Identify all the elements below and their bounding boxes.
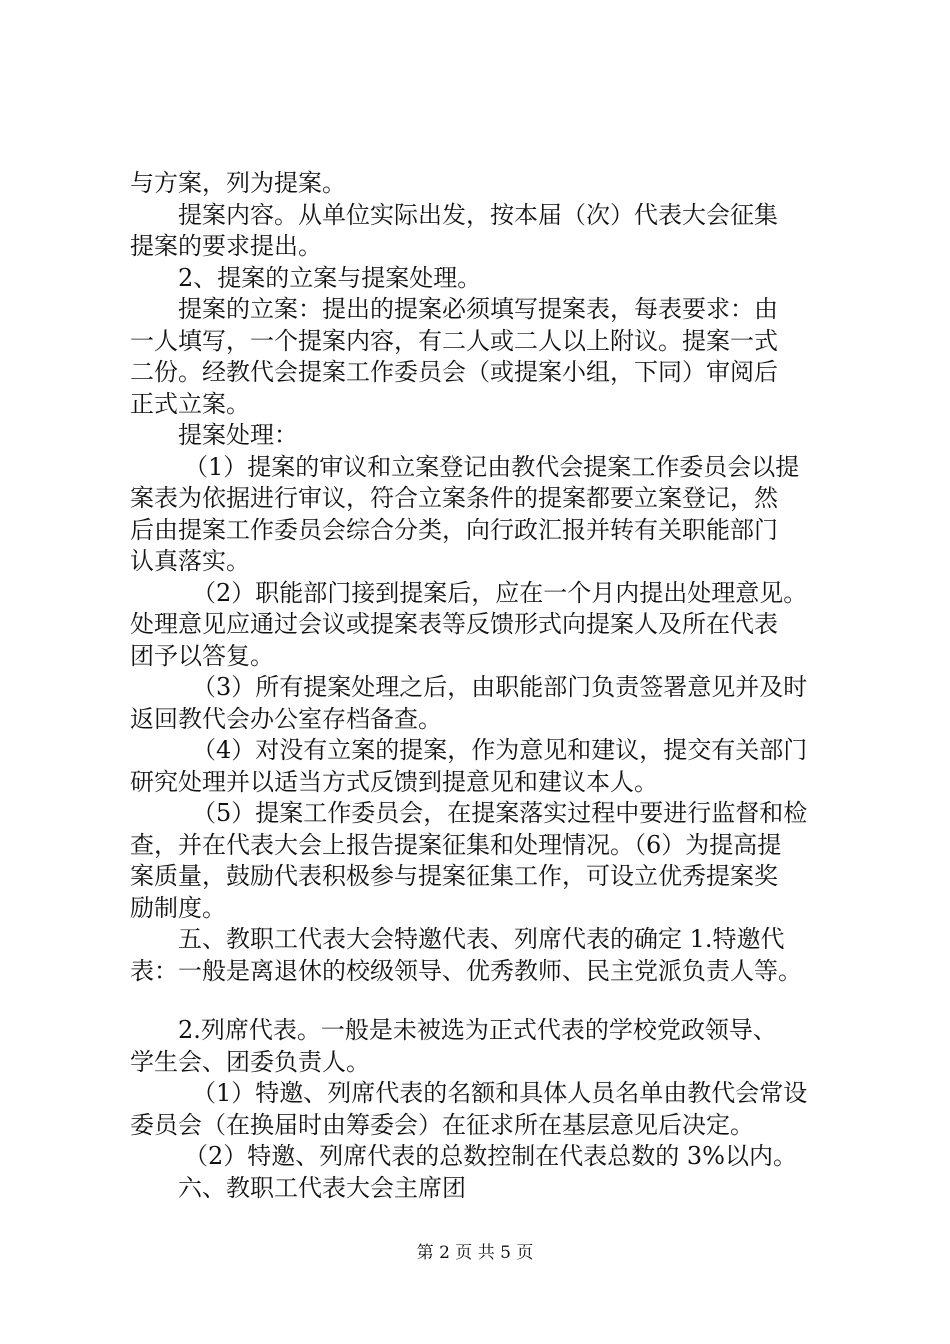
text-line: （1）特邀、列席代表的名额和具体人员名单由教代会常设: [192, 1079, 808, 1107]
text-line: （2）职能部门接到提案后，应在一个月内提出处理意见。: [192, 578, 808, 607]
text-line: （2）特邀、列席代表的总数控制在代表总数的 3%以内。: [184, 1142, 797, 1170]
text-line: （4）对没有立案的提案，作为意见和建议，提交有关部门: [192, 736, 808, 764]
text-line: 五、教职工代表大会特邀代表、列席代表的确定 1.特邀代: [178, 925, 785, 953]
text-line: 六、教职工代表大会主席团: [178, 1173, 466, 1202]
text-line: 研究处理并以适当方式反馈到提意见和建议本人。: [130, 767, 658, 796]
page-number-footer: 第 2 页 共 5 页: [416, 1243, 534, 1263]
document-body: [130, 168, 845, 1204]
text-line: 学生会、团委负责人。: [130, 1047, 370, 1076]
text-line: 提案的立案：提出的提案必须填写提案表，每表要求：由: [178, 295, 778, 323]
text-line: 表：一般是离退休的校级领导、优秀教师、民主党派负责人等。: [130, 956, 802, 985]
text-line: 认真落实。: [130, 547, 250, 575]
text-line: 二份。经教代会提案工作委员会（或提案小组，下同）审阅后: [130, 358, 778, 386]
text-line: 励制度。: [130, 893, 226, 922]
text-line: 提案内容。从单位实际出发，按本届（次）代表大会征集: [178, 200, 778, 229]
text-line: （1）提案的审议和立案登记由教代会提案工作委员会以提: [184, 452, 800, 481]
paragraph-gap: [130, 987, 845, 1015]
text-line: 处理意见应通过会议或提案表等反馈形式向提案人及所在代表: [130, 610, 778, 638]
text-line: （5）提案工作委员会，在提案落实过程中要进行监督和检: [192, 799, 808, 827]
text-line: 提案的要求提出。: [130, 232, 322, 260]
text-line: 正式立案。: [130, 389, 250, 418]
text-line: 查，并在代表大会上报告提案征集和处理情况。（6）为提高提: [130, 830, 782, 859]
text-line: 2.列席代表。一般是未被选为正式代表的学校党政领导、: [178, 1016, 777, 1044]
text-line: 返回教代会办公室存档备查。: [130, 704, 442, 733]
text-line: 团予以答复。: [130, 641, 274, 670]
text-line: 后由提案工作委员会综合分类，向行政汇报并转有关职能部门: [130, 515, 778, 544]
text-line: 与方案，列为提案。: [130, 169, 346, 197]
text-line: 案质量，鼓励代表积极参与提案征集工作，可设立优秀提案奖: [130, 862, 778, 890]
text-line: 2、提案的立案与提案处理。: [178, 263, 482, 292]
text-line: 一人填写，一个提案内容，有二人或二人以上附议。提案一式: [130, 326, 778, 355]
text-line: （3）所有提案处理之后，由职能部门负责签署意见并及时: [192, 673, 808, 701]
text-line: 提案处理：: [178, 421, 298, 449]
text-line: 委员会（在换届时由筹委会）在征求所在基层意见后决定。: [130, 1110, 754, 1139]
text-line: 案表为依据进行审议，符合立案条件的提案都要立案登记，然: [130, 484, 778, 512]
